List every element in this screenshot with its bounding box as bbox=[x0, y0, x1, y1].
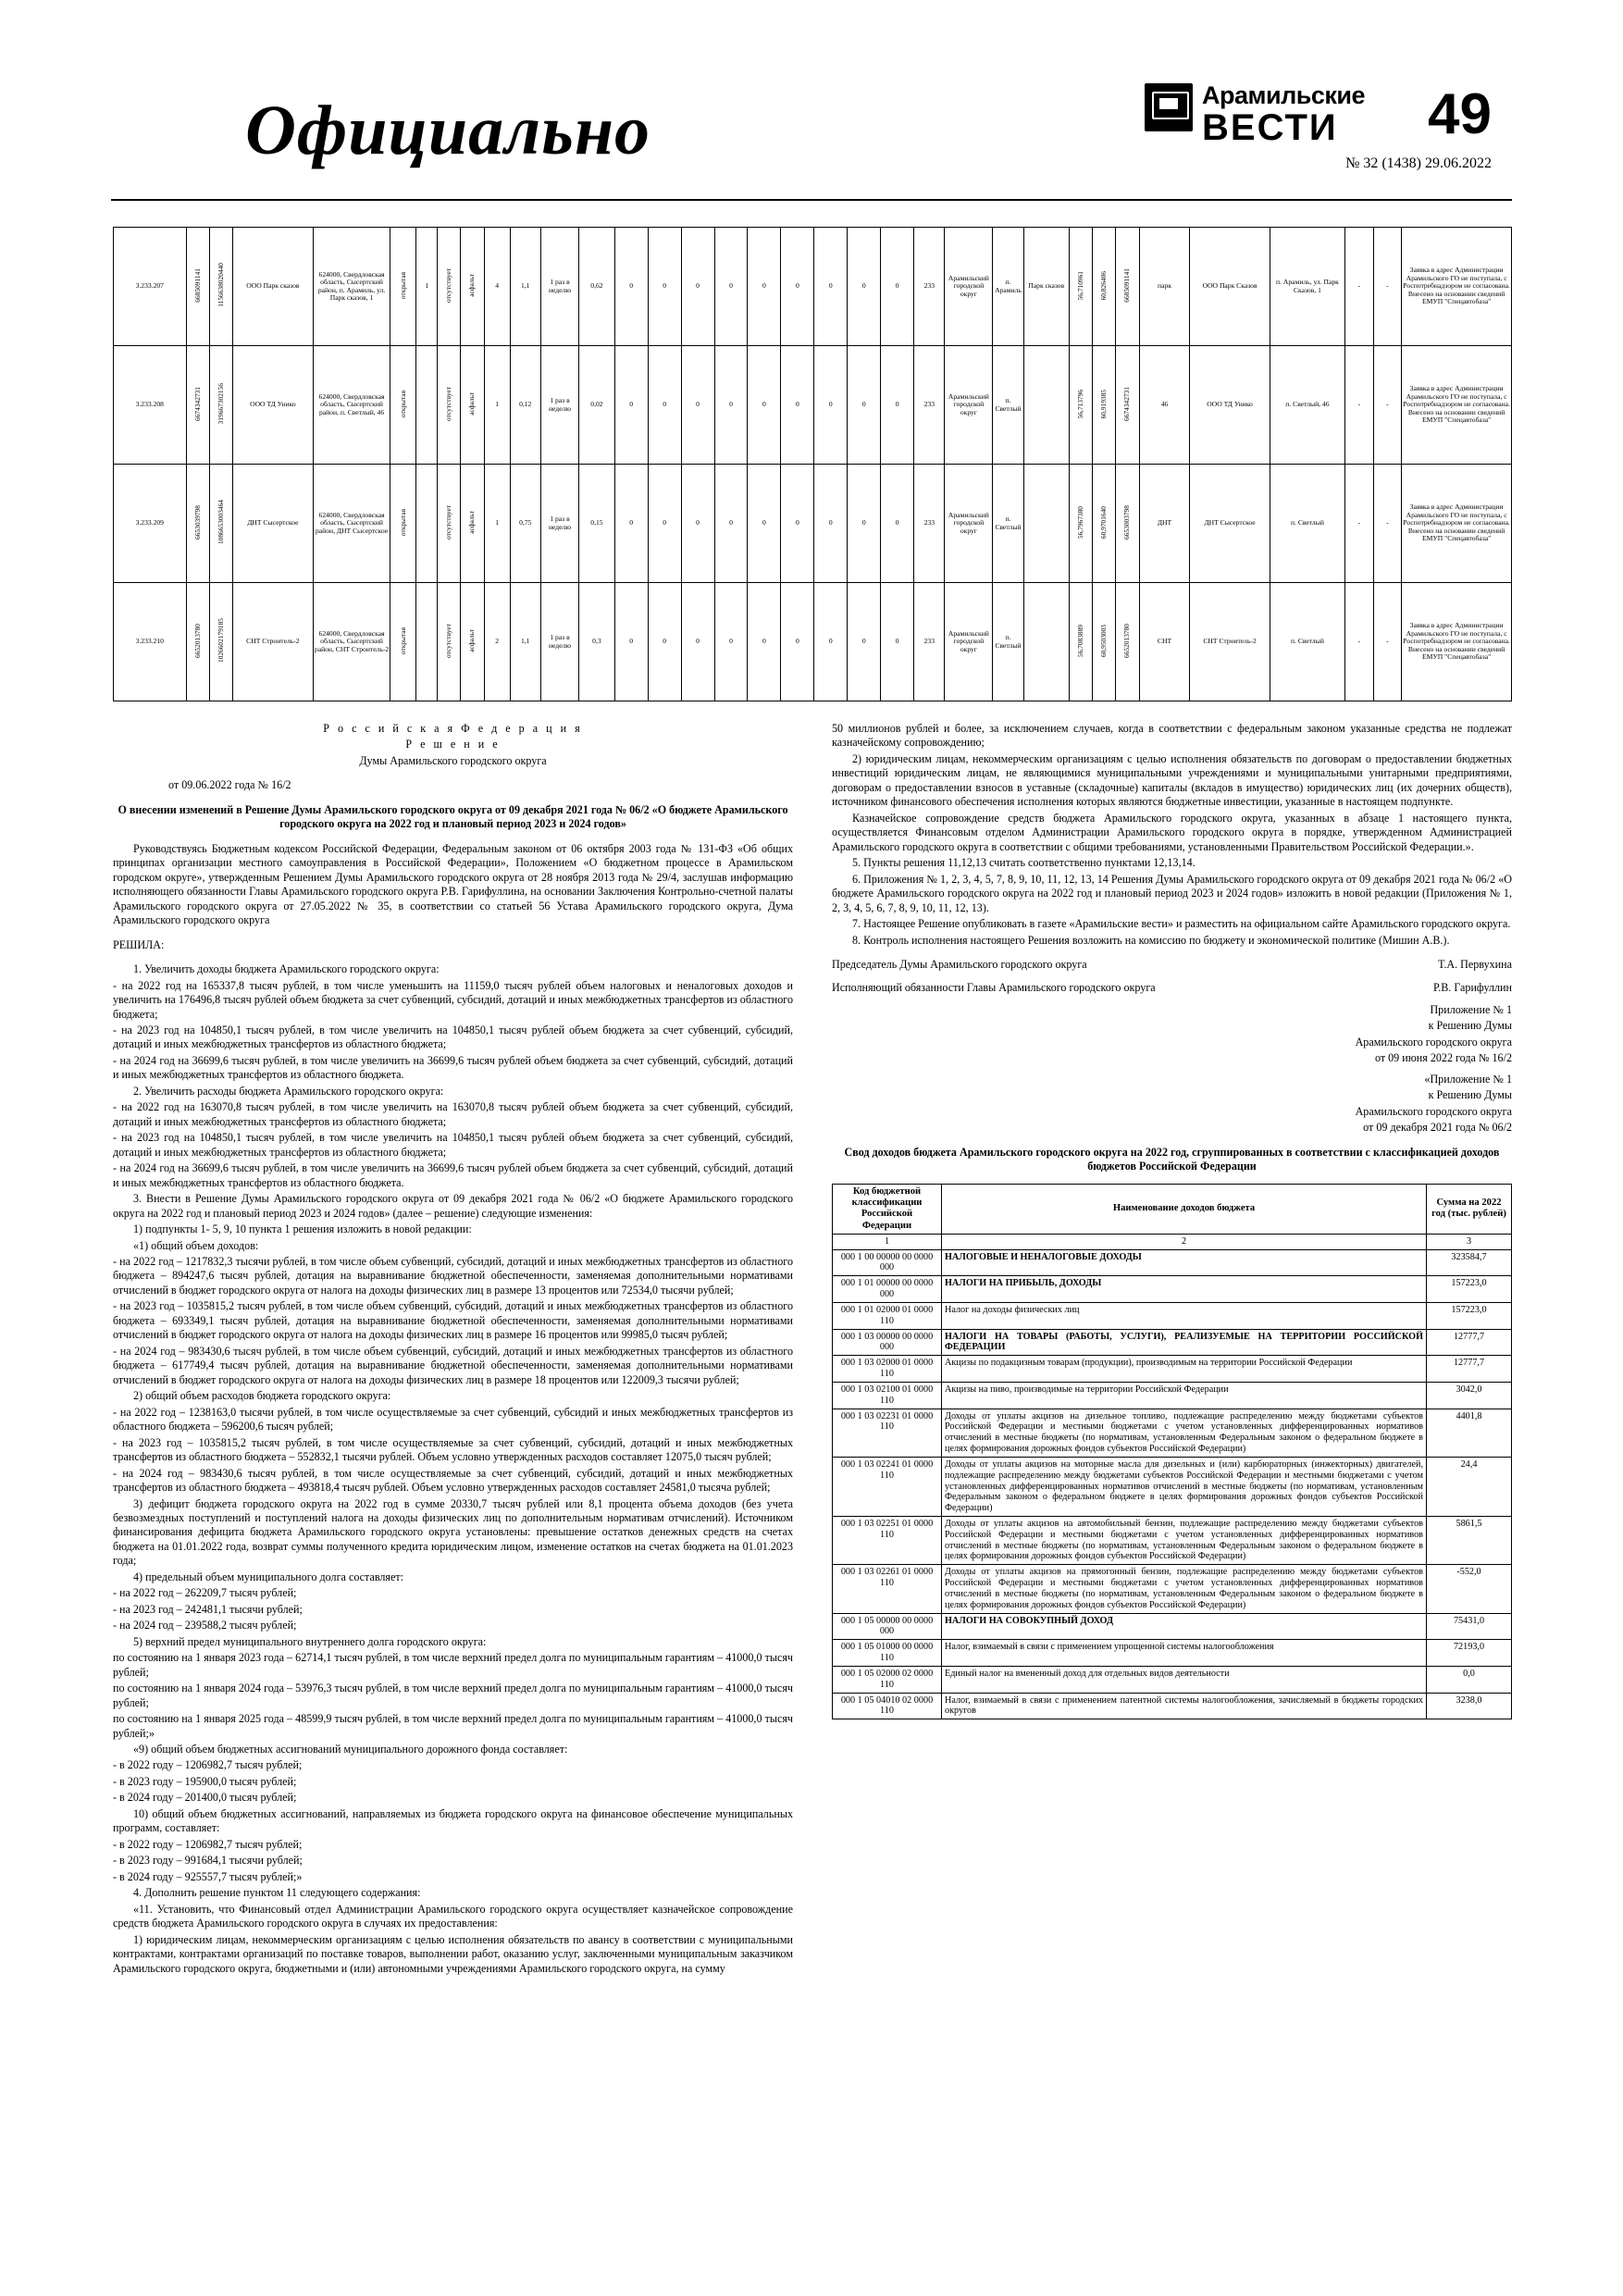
sign1-role: Председатель Думы Арамильского городского округа bbox=[832, 958, 1087, 972]
cell-c11: 0 bbox=[714, 583, 748, 701]
cell-owner-address: п. Светлый bbox=[1270, 583, 1344, 701]
table-row bbox=[114, 228, 1512, 346]
cell-inn2: 6685091141 bbox=[1116, 228, 1139, 346]
cell-c6: 1 раз в неделю bbox=[540, 583, 578, 701]
publication-logo bbox=[1145, 83, 1365, 146]
cell-inn2: 6652013780 bbox=[1116, 583, 1139, 701]
signature-block-1 bbox=[832, 958, 1512, 972]
income-row bbox=[833, 1457, 1512, 1516]
right-c3: Казначейское сопровождение средств бюджета Арамильского городского округа, указанных в абзаце 1 настоящего пункта, осуществляется Финансовым отделом Администрации Арамильского городского округа в порядке, утвержденном Администрацией Арамильского городского округа в соответствии с общими требованиями, установленными Правительством Российской Федерации.». bbox=[832, 811, 1512, 853]
crest-icon bbox=[1145, 83, 1193, 131]
cell-c9: 0 bbox=[648, 583, 681, 701]
right-c1: 50 миллионов рублей и более, за исключением случаев, когда в соответствии с федеральным законом указанные средства не подлежат казначейскому сопровождению; bbox=[832, 722, 1512, 750]
appendix-ref-1 bbox=[832, 1003, 1512, 1066]
cell-d2: - bbox=[1373, 583, 1402, 701]
cell-c10: 0 bbox=[681, 465, 714, 583]
clause-3-4a: - на 2022 год – 262209,7 тысяч рублей; bbox=[113, 1586, 297, 1600]
clause-3-4b: - на 2023 год – 242481,1 тысячи рублей; bbox=[113, 1602, 303, 1616]
income-colnum-2: 2 bbox=[942, 1234, 1427, 1249]
cell-org: ДНТ Сысертское bbox=[233, 465, 314, 583]
cell-inn: 6652013780 bbox=[186, 583, 209, 701]
cell-open: открытая bbox=[390, 583, 416, 701]
cell-object: Парк сказов bbox=[1023, 228, 1069, 346]
cell-inn: 6653039798 bbox=[186, 465, 209, 583]
income-header-code: Код бюджетной классификации Российской Федерации bbox=[833, 1184, 942, 1234]
clause-3-9b: - в 2023 году – 195900,0 тысяч рублей; bbox=[113, 1774, 297, 1788]
cell-c5: 1,1 bbox=[510, 228, 540, 346]
cell-kind: ДНТ bbox=[1139, 465, 1190, 583]
cell-c6: 1 раз в неделю bbox=[540, 465, 578, 583]
right-c2: 2) юридическим лицам, некоммерческим организациям с целью исполнения обязательств по договорам о предоставлении бюджетных инвестиций юридическим лицам, не являющимися муниципальными учреждениями и муниципальными унитарными предприятиями, договорам о предоставлении взносов в уставные (складочные) капиталы (вкладов в имущество) юридических лиц (их дочерних обществ), источником финансового обеспечения исполнения которых являются бюджетные инвестиции, указанные в настоящем подпункте. bbox=[832, 751, 1512, 809]
cell-kind: 46 bbox=[1139, 346, 1190, 465]
income-code: 000 1 05 04010 02 0000 110 bbox=[833, 1693, 942, 1719]
appendix1-line3: Арамильского городского округа bbox=[1355, 1035, 1512, 1049]
cell-d1: - bbox=[1345, 583, 1374, 701]
cell-owner-address: п. Светлый bbox=[1270, 465, 1344, 583]
cell-d1: - bbox=[1345, 465, 1374, 583]
income-code: 000 1 03 00000 00 0000 000 bbox=[833, 1329, 942, 1356]
income-row bbox=[833, 1409, 1512, 1457]
cell-c15: 0 bbox=[848, 465, 881, 583]
clause-3-1b: - на 2022 год – 1217832,3 тысячи рублей, в том числе объем субвенций, субсидий, дотаций и иных межбюджетных трансфертов из областного бюджета – 894247,6 тысяч рублей, дотация на выравнивание бюджетной обеспеченности, заменяемая дополнительными нормативами отчислений в бюджет городского округа от налога на доходы физических лиц в размере 13 процентов или 72534,0 тысячи рублей; bbox=[113, 1255, 793, 1297]
appendix1-line4: от 09 июня 2022 года № 16/2 bbox=[1374, 1051, 1512, 1065]
income-row bbox=[833, 1666, 1512, 1693]
income-code: 000 1 05 02000 02 0000 110 bbox=[833, 1666, 942, 1693]
clause-3-1a: «1) общий объем доходов: bbox=[133, 1238, 259, 1252]
cell-id: 3.233.209 bbox=[114, 465, 187, 583]
income-code: 000 1 01 02000 01 0000 110 bbox=[833, 1302, 942, 1329]
appendix2-line4: от 09 декабря 2021 года № 06/2 bbox=[1363, 1121, 1512, 1135]
cell-owner: ДНТ Сысертское bbox=[1190, 465, 1270, 583]
cell-c3: асфальт bbox=[461, 228, 484, 346]
cell-c17: 233 bbox=[914, 228, 945, 346]
cell-settlement: п. Светлый bbox=[993, 346, 1023, 465]
income-sum: 0,0 bbox=[1427, 1666, 1512, 1693]
sign2-role: Исполняющий обязанности Главы Арамильского городского округа bbox=[832, 980, 1156, 994]
signature-block-2 bbox=[832, 981, 1512, 995]
cell-org: СНТ Строитель-2 bbox=[233, 583, 314, 701]
cell-c2: отсутствует bbox=[438, 465, 461, 583]
sign1-name: Т.А. Первухина bbox=[1438, 958, 1512, 972]
cell-c6: 1 раз в неделю bbox=[540, 228, 578, 346]
logo-line-2: ВЕСТИ bbox=[1202, 107, 1338, 148]
income-row bbox=[833, 1693, 1512, 1719]
clause-3-10: 10) общий объем бюджетных ассигнований, направляемых из бюджета городского округа на финансовое обеспечение муниципальных программ, составляет: bbox=[113, 1806, 793, 1835]
decision-date: от 09.06.2022 года № 16/2 bbox=[168, 778, 291, 792]
cell-address: 624000, Свердловская область, Сысертский район, СНТ Строитель-2 bbox=[313, 583, 390, 701]
cell-lon: 60,826406 bbox=[1093, 228, 1116, 346]
cell-note: Заявка в адрес Администрации Арамильского ГО не поступала, с Роспотребнадзором не согласована. Внесено на основании сведений ЕМУП "Спецавтобаза" bbox=[1402, 583, 1512, 701]
income-name: Налог на доходы физических лиц bbox=[942, 1302, 1427, 1329]
decision-title: О внесении изменений в Решение Думы Арамильского городского округа от 09 декабря 2021 года № 06/2 «О бюджете Арамильского городского округа на 2022 год и плановый период 2023 и 2024 годов» bbox=[118, 802, 788, 831]
cell-c13: 0 bbox=[781, 583, 814, 701]
income-code: 000 1 01 00000 00 0000 000 bbox=[833, 1276, 942, 1303]
cell-c5: 0,12 bbox=[510, 346, 540, 465]
cell-c14: 0 bbox=[814, 465, 848, 583]
clause-3-5b: по состоянию на 1 января 2024 года – 53976,3 тысяч рублей, в том числе верхний предел долга по муниципальным гарантиям – 41000,0 тысяч рублей; bbox=[113, 1682, 793, 1709]
cell-c16: 0 bbox=[881, 228, 914, 346]
cell-settlement: п. Арамиль bbox=[993, 228, 1023, 346]
clause-3-1: 1) подпункты 1- 5, 9, 10 пункта 1 решения изложить в новой редакции: bbox=[133, 1222, 472, 1236]
cell-c17: 233 bbox=[914, 346, 945, 465]
clause-3-4c: - на 2024 год – 239588,2 тысяч рублей; bbox=[113, 1619, 297, 1632]
page-number: 49 bbox=[1428, 82, 1492, 146]
cell-c4: 1 bbox=[484, 465, 510, 583]
income-name: НАЛОГИ НА СОВОКУПНЫЙ ДОХОД bbox=[942, 1613, 1427, 1640]
cell-c10: 0 bbox=[681, 583, 714, 701]
clause-4b: 1) юридическим лицам, некоммерческим организациям с целью исполнения обязательств по авансу в соответствии с муниципальными контрактами, контрактами организаций по поставке товаров, выполнении работ, оказанию услуг, заключенными муниципальным заказчиком Арамильского городского округа, бюджетными и (или) автономными учреждениями Арамильского городского округа, на сумму bbox=[113, 1932, 793, 1975]
clause-3-10a: - в 2022 году – 1206982,7 тысяч рублей; bbox=[113, 1837, 303, 1851]
income-table-title: Свод доходов бюджета Арамильского городского округа на 2022 год, сгруппированных в соответствии с классификацией доходов бюджетов Российской Федерации bbox=[844, 1145, 1500, 1173]
cell-c1 bbox=[416, 583, 438, 701]
appendix2-line1: «Приложение № 1 bbox=[1424, 1072, 1512, 1086]
cell-note: Заявка в адрес Администрации Арамильского ГО не поступала, с Роспотребнадзором не согласована. Внесено на основании сведений ЕМУП "Спецавтобаза" bbox=[1402, 228, 1512, 346]
decision-heading: Р е ш е н и е bbox=[405, 738, 501, 751]
clause-4a: «11. Установить, что Финансовый отдел Администрации Арамильского городского округа осуществляет казначейское сопровождение средств бюджета Арамильского городского округа в случаях их предоставления: bbox=[113, 1902, 793, 1930]
appendix2-line2: к Решению Думы bbox=[1428, 1088, 1512, 1102]
income-name: НАЛОГИ НА ТОВАРЫ (РАБОТЫ, УСЛУГИ), РЕАЛИЗУЕМЫЕ НА ТЕРРИТОРИИ РОССИЙСКОЙ ФЕДЕРАЦИИ bbox=[942, 1329, 1427, 1356]
cell-c9: 0 bbox=[648, 228, 681, 346]
cell-c8: 0 bbox=[614, 228, 648, 346]
cell-c8: 0 bbox=[614, 583, 648, 701]
income-sum: 72193,0 bbox=[1427, 1640, 1512, 1667]
income-row bbox=[833, 1565, 1512, 1613]
cell-inn2: 6653003798 bbox=[1116, 465, 1139, 583]
appendix-ref-2 bbox=[832, 1073, 1512, 1136]
cell-c16: 0 bbox=[881, 346, 914, 465]
table-row bbox=[114, 583, 1512, 701]
cell-c3: асфальт bbox=[461, 583, 484, 701]
cell-owner: СНТ Строитель-2 bbox=[1190, 583, 1270, 701]
cell-c15: 0 bbox=[848, 583, 881, 701]
right-c4: 5. Пункты решения 11,12,13 считать соответственно пунктами 12,13,14. bbox=[852, 856, 1196, 870]
clause-3-2b: - на 2023 год – 1035815,2 тысяч рублей, в том числе осуществляемые за счет субвенций, субсидий, дотаций и иных межбюджетных трансфертов из областного бюджета – 552832,1 тысячи рублей. Объем условно утвержденных расходов составляет 12075,0 тысяч рублей; bbox=[113, 1435, 793, 1464]
clause-1c: - на 2024 год на 36699,6 тысяч рублей, в том числе увеличить на 36699,6 тысяч рублей объем бюджета за счет субвенций, субсидий, дотаций и иных межбюджетных трансфертов из областного бюджета. bbox=[113, 1053, 793, 1082]
cell-territory: Арамильский городской округ bbox=[945, 228, 993, 346]
right-c6: 7. Настоящее Решение опубликовать в газете «Арамильские вести» и разместить на официальном сайте Арамильского городского округа. bbox=[852, 917, 1511, 931]
clause-1a: - на 2022 год на 165337,8 тысяч рублей, в том числе уменьшить на 11159,0 тысяч рублей объем налоговых и неналоговых доходов и увеличить на 176496,8 тысяч рублей объем бюджета за счет субвенций, субсидий, дотаций и иных межбюджетных трансфертов из областного бюджета; bbox=[113, 978, 793, 1021]
cell-lat: 56,7967380 bbox=[1069, 465, 1092, 583]
cell-c7: 0,02 bbox=[579, 346, 615, 465]
clause-3-1d: - на 2024 год – 983430,6 тысяч рублей, в том числе объем субвенций, субсидий, дотаций и иных межбюджетных трансфертов из областного бюджета – 617749,4 тысяч рублей, дотация на выравнивание бюджетной обеспеченности, заменяемая дополнительными нормативами отчислений в бюджет городского округа от налога на доходы физических лиц в размере 18 процентов или 122009,3 тысячи рублей; bbox=[113, 1344, 793, 1386]
cell-c7: 0,15 bbox=[579, 465, 615, 583]
cell-owner-address: п. Светлый, 46 bbox=[1270, 346, 1344, 465]
income-name: НАЛОГИ НА ПРИБЫЛЬ, ДОХОДЫ bbox=[942, 1276, 1427, 1303]
cell-settlement: п. Светлый bbox=[993, 465, 1023, 583]
income-code: 000 1 03 02231 01 0000 110 bbox=[833, 1409, 942, 1457]
cell-address: 624000, Свердловская область, Сысертский район, ДНТ Сысертское bbox=[313, 465, 390, 583]
income-colnum-1: 1 bbox=[833, 1234, 942, 1249]
cell-c15: 0 bbox=[848, 228, 881, 346]
cell-territory: Арамильский городской округ bbox=[945, 583, 993, 701]
cell-c5: 0,75 bbox=[510, 465, 540, 583]
cell-ogrn: 1156638020440 bbox=[209, 228, 232, 346]
income-sum: 75431,0 bbox=[1427, 1613, 1512, 1640]
cell-c5: 1,1 bbox=[510, 583, 540, 701]
income-name: Налог, взимаемый в связи с применением патентной системы налогообложения, зачисляемый в бюджеты городских округов bbox=[942, 1693, 1427, 1719]
clause-3-5: 5) верхний предел муниципального внутреннего долга городского округа: bbox=[133, 1634, 487, 1648]
logo-line-1: Арамильские bbox=[1202, 81, 1365, 109]
cell-address: 624000, Свердловская область, Сысертский район, п. Светлый, 46 bbox=[313, 346, 390, 465]
cell-c13: 0 bbox=[781, 228, 814, 346]
income-row bbox=[833, 1382, 1512, 1409]
clause-2: 2. Увеличить расходы бюджета Арамильского городского округа: bbox=[133, 1084, 444, 1098]
cell-c10: 0 bbox=[681, 228, 714, 346]
cell-c4: 4 bbox=[484, 228, 510, 346]
income-header-sum: Сумма на 2022 год (тыс. рублей) bbox=[1427, 1184, 1512, 1234]
appendix2-line3: Арамильского городского округа bbox=[1355, 1104, 1512, 1118]
clause-3-9: «9) общий объем бюджетных ассигнований муниципального дорожного фонда составляет: bbox=[133, 1743, 568, 1756]
cell-owner: ООО ТД Унико bbox=[1190, 346, 1270, 465]
cell-kind: СНТ bbox=[1139, 583, 1190, 701]
cell-d2: - bbox=[1373, 346, 1402, 465]
income-colnum-3: 3 bbox=[1427, 1234, 1512, 1249]
issue-info: № 32 (1438) 29.06.2022 bbox=[1345, 155, 1492, 171]
federation-heading: Р о с с и й с к а я Ф е д е р а ц и я bbox=[323, 722, 583, 735]
cell-c14: 0 bbox=[814, 228, 848, 346]
income-name: Доходы от уплаты акцизов на моторные масла для дизельных и (или) карбюраторных (инжекторных) двигателей, подлежащие распределению между бюджетами субъектов Российской Федерации и местными бюджетами с учетом установленных дифференцированных нормативов отчислений в местные бюджеты (по нормативам, установленным Федеральным законом о федеральном бюджете в целях формирования дорожных фондов субъектов Российской Федерации) bbox=[942, 1457, 1427, 1516]
income-row bbox=[833, 1302, 1512, 1329]
cell-id: 3.233.207 bbox=[114, 228, 187, 346]
income-row bbox=[833, 1329, 1512, 1356]
income-name: Единый налог на вмененный доход для отдельных видов деятельности bbox=[942, 1666, 1427, 1693]
cell-c1 bbox=[416, 465, 438, 583]
duma-heading: Думы Арамильского городского округа bbox=[359, 753, 547, 767]
income-row bbox=[833, 1640, 1512, 1667]
cell-id: 3.233.208 bbox=[114, 346, 187, 465]
cell-c2: отсутствует bbox=[438, 346, 461, 465]
cell-c8: 0 bbox=[614, 465, 648, 583]
income-name: Доходы от уплаты акцизов на прямогонный бензин, подлежащие распределению между бюджетами субъектов Российской Федерации и местными бюджетами с учетом установленных дифференцированных нормативов отчислений в местные бюджеты (по нормативам, установленным Федеральным законом о федеральном бюджете в целях формирования дорожных фондов субъектов Российской Федерации) bbox=[942, 1565, 1427, 1613]
cell-c11: 0 bbox=[714, 228, 748, 346]
income-row bbox=[833, 1356, 1512, 1383]
income-code: 000 1 03 02100 01 0000 110 bbox=[833, 1382, 942, 1409]
income-name: НАЛОГОВЫЕ И НЕНАЛОГОВЫЕ ДОХОДЫ bbox=[942, 1249, 1427, 1276]
cell-lon: 60,9503003 bbox=[1093, 583, 1116, 701]
cell-c16: 0 bbox=[881, 465, 914, 583]
cell-d1: - bbox=[1345, 346, 1374, 465]
cell-lat: 56,710961 bbox=[1069, 228, 1092, 346]
clause-3-5c: по состоянию на 1 января 2025 года – 48599,9 тысяч рублей, в том числе верхний предел долга по муниципальным гарантиям – 41000,0 тысяч рублей;» bbox=[113, 1712, 793, 1740]
cell-territory: Арамильский городской округ bbox=[945, 346, 993, 465]
clause-1: 1. Увеличить доходы бюджета Арамильского городского округа: bbox=[133, 962, 440, 976]
income-code: 000 1 00 00000 00 0000 000 bbox=[833, 1249, 942, 1276]
cell-c9: 0 bbox=[648, 465, 681, 583]
cell-territory: Арамильский городской округ bbox=[945, 465, 993, 583]
cell-org: ООО Парк сказов bbox=[233, 228, 314, 346]
cell-c11: 0 bbox=[714, 346, 748, 465]
income-name: Налог, взимаемый в связи с применением упрощенной системы налогообложения bbox=[942, 1640, 1427, 1667]
cell-owner-address: п. Арамиль, ул. Парк Сказов, 1 bbox=[1270, 228, 1344, 346]
cell-c4: 2 bbox=[484, 583, 510, 701]
cell-note: Заявка в адрес Администрации Арамильского ГО не поступала, с Роспотребнадзором не согласована. Внесено на основании сведений ЕМУП "Спецавтобаза" bbox=[1402, 346, 1512, 465]
cell-kind: парк bbox=[1139, 228, 1190, 346]
cell-lat: 56,7083889 bbox=[1069, 583, 1092, 701]
clause-2a: - на 2022 год на 163070,8 тысяч рублей, в том числе увеличить на 163070,8 тысяч рублей объем бюджета за счет субвенций, субсидий, дотаций и иных межбюджетных трансфертов из областного бюджета; bbox=[113, 1100, 793, 1128]
cell-c16: 0 bbox=[881, 583, 914, 701]
clause-3-1c: - на 2023 год – 1035815,2 тысяч рублей, в том числе объем субвенций, субсидий, дотаций и иных межбюджетных трансфертов из областного бюджета – 693349,1 тысяч рублей, дотация на выравнивание бюджетной обеспеченности, заменяемая дополнительными нормативами отчислений в бюджет городского округа от налога на доходы физических лиц в размере 16 процентов или 99985,0 тысяч рублей; bbox=[113, 1299, 793, 1342]
masthead bbox=[111, 83, 1518, 185]
reshila-label: РЕШИЛА: bbox=[113, 937, 165, 951]
clause-3-3: 3) дефицит бюджета городского округа на 2022 год в сумме 20330,7 тысяч рублей или 8,1 процента объема доходов (без учета безвозмездных поступлений и поступлений налога на доходы физических лиц по дополнительным нормативам отчислений). Источником финансирования дефицита бюджета Арамильского городского округа установлены: превышение остатков денежных средств на счетах бюджета на 01.01.2022 года, возврат суммы полученного кредита юридическим лицом, изменение остатков на счетах бюджета на 01.01.2023 года; bbox=[113, 1496, 793, 1568]
cell-inn2: 6674342731 bbox=[1116, 346, 1139, 465]
cell-c14: 0 bbox=[814, 346, 848, 465]
cell-lon: 60,9701640 bbox=[1093, 465, 1116, 583]
cell-c3: асфальт bbox=[461, 346, 484, 465]
cell-c2: отсутствует bbox=[438, 583, 461, 701]
cell-c13: 0 bbox=[781, 465, 814, 583]
cell-c4: 1 bbox=[484, 346, 510, 465]
income-sum: 157223,0 bbox=[1427, 1302, 1512, 1329]
cell-c1: 1 bbox=[416, 228, 438, 346]
table-row bbox=[114, 465, 1512, 583]
cell-object bbox=[1023, 465, 1069, 583]
cell-address: 624000, Свердловская область, Сысертский район, п. Арамиль, ул. Парк сказов, 1 bbox=[313, 228, 390, 346]
appendix1-line1: Приложение № 1 bbox=[1430, 1002, 1512, 1016]
income-sum: 24,4 bbox=[1427, 1457, 1512, 1516]
clause-1b: - на 2023 год на 104850,1 тысяч рублей, в том числе увеличить на 104850,1 тысяч рублей объем бюджета за счет субвенций, субсидий, дотаций и иных межбюджетных трансфертов из областного бюджета; bbox=[113, 1023, 793, 1051]
income-code: 000 1 03 02000 01 0000 110 bbox=[833, 1356, 942, 1383]
income-row bbox=[833, 1276, 1512, 1303]
clause-2c: - на 2024 год на 36699,6 тысяч рублей, в том числе увеличить на 36699,6 тысяч рублей объем бюджета за счет субвенций, субсидий, дотаций и иных межбюджетных трансфертов из областного бюджета. bbox=[113, 1161, 793, 1189]
clause-3-2a: - на 2022 год – 1238163,0 тысячи рублей, в том числе осуществляемые за счет субвенций, субсидий и иных межбюджетных трансфертов из областного бюджета – 596200,6 тысяч рублей; bbox=[113, 1405, 793, 1433]
cell-open: открытая bbox=[390, 346, 416, 465]
cell-ogrn: 1026602179185 bbox=[209, 583, 232, 701]
cell-c9: 0 bbox=[648, 346, 681, 465]
cell-note: Заявка в адрес Администрации Арамильского ГО не поступала, с Роспотребнадзором не согласована. Внесено на основании сведений ЕМУП "Спецавтобаза" bbox=[1402, 465, 1512, 583]
cell-id: 3.233.210 bbox=[114, 583, 187, 701]
waste-sites-table bbox=[113, 227, 1512, 701]
cell-inn: 6674342731 bbox=[186, 346, 209, 465]
cell-c12: 0 bbox=[748, 228, 781, 346]
cell-c7: 0,3 bbox=[579, 583, 615, 701]
cell-c2: отсутствует bbox=[438, 228, 461, 346]
right-column bbox=[832, 722, 1512, 1719]
income-table bbox=[832, 1184, 1512, 1720]
cell-object bbox=[1023, 583, 1069, 701]
right-c7: 8. Контроль исполнения настоящего Решения возложить на комиссию по бюджету и экономической политике (Мишин А.В.). bbox=[852, 933, 1450, 947]
cell-inn: 6685091141 bbox=[186, 228, 209, 346]
header-divider bbox=[111, 199, 1512, 201]
cell-c17: 233 bbox=[914, 465, 945, 583]
income-name: Акцизы на пиво, производимые на территории Российской Федерации bbox=[942, 1382, 1427, 1409]
clause-2b: - на 2023 год на 104850,1 тысяч рублей, в том числе увеличить на 104850,1 тысяч рублей объем бюджета за счет субвенций, субсидий, дотаций и иных межбюджетных трансфертов из областного бюджета; bbox=[113, 1131, 793, 1159]
cell-org: ООО ТД Унико bbox=[233, 346, 314, 465]
clause-3-5a: по состоянию на 1 января 2023 года – 62714,1 тысяч рублей, в том числе верхний предел долга по муниципальным гарантиям – 41000,0 тысяч рублей; bbox=[113, 1651, 793, 1679]
income-code: 000 1 05 01000 00 0000 110 bbox=[833, 1640, 942, 1667]
page-title: Официально bbox=[245, 92, 651, 169]
cell-lon: 60,919385 bbox=[1093, 346, 1116, 465]
cell-lat: 56,713796 bbox=[1069, 346, 1092, 465]
income-code: 000 1 05 00000 00 0000 000 bbox=[833, 1613, 942, 1640]
cell-settlement: п. Светлый bbox=[993, 583, 1023, 701]
income-sum: 4401,8 bbox=[1427, 1409, 1512, 1457]
table-row bbox=[114, 346, 1512, 465]
cell-c10: 0 bbox=[681, 346, 714, 465]
income-header-name: Наименование доходов бюджета bbox=[942, 1184, 1427, 1234]
income-sum: 323584,7 bbox=[1427, 1249, 1512, 1276]
income-sum: 3238,0 bbox=[1427, 1693, 1512, 1719]
cell-ogrn: 1086653003464 bbox=[209, 465, 232, 583]
cell-d1: - bbox=[1345, 228, 1374, 346]
clause-3-2c: - на 2024 год – 983430,6 тысяч рублей, в том числе осуществляемые за счет субвенций, субсидий, дотаций и иных межбюджетных трансфертов из областного бюджета – 493818,4 тысяч рублей. Объем условно утвержденных расходов составляет 24581,0 тысяча рублей; bbox=[113, 1466, 793, 1495]
left-column bbox=[113, 722, 793, 1978]
income-name: Акцизы по подакцизным товарам (продукции), производимым на территории Российской Федерации bbox=[942, 1356, 1427, 1383]
cell-open: открытая bbox=[390, 465, 416, 583]
income-sum: 12777,7 bbox=[1427, 1329, 1512, 1356]
cell-open: открытая bbox=[390, 228, 416, 346]
cell-owner: ООО Парк Сказов bbox=[1190, 228, 1270, 346]
income-name: Доходы от уплаты акцизов на автомобильный бензин, подлежащие распределению между бюджетами субъектов Российской Федерации и местными бюджетами с учетом установленных дифференцированных нормативов отчислений в местные бюджеты (по нормативам, установленным Федеральным законом о федеральном бюджете в целях формирования дорожных фондов субъектов Российской Федерации) bbox=[942, 1517, 1427, 1565]
clause-3-4: 4) предельный объем муниципального долга составляет: bbox=[133, 1570, 403, 1583]
cell-c13: 0 bbox=[781, 346, 814, 465]
income-code: 000 1 03 02261 01 0000 110 bbox=[833, 1565, 942, 1613]
income-row bbox=[833, 1249, 1512, 1276]
cell-object bbox=[1023, 346, 1069, 465]
clause-3-9a: - в 2022 году – 1206982,7 тысяч рублей; bbox=[113, 1758, 303, 1772]
cell-d2: - bbox=[1373, 465, 1402, 583]
cell-c3: асфальт bbox=[461, 465, 484, 583]
cell-c12: 0 bbox=[748, 583, 781, 701]
income-row bbox=[833, 1613, 1512, 1640]
cell-c1 bbox=[416, 346, 438, 465]
preamble: Руководствуясь Бюджетным кодексом Российской Федерации, Федеральным законом от 06 октября 2003 года № 131-ФЗ «Об общих принципах организации местного самоуправления в Российской Федерации», Положением «О бюджетном процессе в Арамильском городском округе», утвержденным Решением Думы Арамильского городского округа от 28 ноября 2013 года № 29/4, заслушав информацию исполняющего обязанности Главы Арамильского городского округа Р.В. Гарифуллина, на основании Заключения Контрольно-счетной палаты Арамильского городского округа от 27.05.2022 № 35, в соответствии со статьей 56 Устава Арамильского городского округа, Дума Арамильского городского округа bbox=[113, 841, 793, 927]
cell-d2: - bbox=[1373, 228, 1402, 346]
clause-3-9c: - в 2024 году – 201400,0 тысяч рублей; bbox=[113, 1791, 297, 1805]
cell-c14: 0 bbox=[814, 583, 848, 701]
cell-c17: 233 bbox=[914, 583, 945, 701]
income-sum: 157223,0 bbox=[1427, 1276, 1512, 1303]
clause-4: 4. Дополнить решение пунктом 11 следующего содержания: bbox=[133, 1886, 421, 1900]
income-sum: 12777,7 bbox=[1427, 1356, 1512, 1383]
cell-ogrn: 319667302156 bbox=[209, 346, 232, 465]
income-sum: -552,0 bbox=[1427, 1565, 1512, 1613]
income-code: 000 1 03 02251 01 0000 110 bbox=[833, 1517, 942, 1565]
cell-c7: 0,62 bbox=[579, 228, 615, 346]
clause-3-10b: - в 2023 году – 991684,1 тысячи рублей; bbox=[113, 1854, 303, 1868]
income-row bbox=[833, 1517, 1512, 1565]
appendix1-line2: к Решению Думы bbox=[1428, 1019, 1512, 1033]
income-name: Доходы от уплаты акцизов на дизельное топливо, подлежащие распределению между бюджетами субъектов Российской Федерации и местными бюджетами с учетом установленных дифференцированных нормативов отчислений в местные бюджеты (по нормативам, установленным Федеральным законом о федеральном бюджете в целях формирования дорожных фондов субъектов Российской Федерации) bbox=[942, 1409, 1427, 1457]
cell-c12: 0 bbox=[748, 346, 781, 465]
right-c5: 6. Приложения № 1, 2, 3, 4, 5, 7, 8, 9, 10, 11, 12, 13, 14 Решения Думы Арамильского городского округа от 09 декабря 2021 года № 06/2 «О бюджете Арамильского городского округа на 2022 год и плановый период 2023 и 2024 годов» изложить в новой редакции (Приложения № 1, 2, 3, 4, 5, 6, 7, 8, 9, 10, 11, 12, 13). bbox=[832, 872, 1512, 914]
cell-c6: 1 раз в неделю bbox=[540, 346, 578, 465]
clause-3-2: 2) общий объем расходов бюджета городского округа: bbox=[133, 1389, 391, 1403]
income-sum: 3042,0 bbox=[1427, 1382, 1512, 1409]
cell-c12: 0 bbox=[748, 465, 781, 583]
cell-c15: 0 bbox=[848, 346, 881, 465]
cell-c11: 0 bbox=[714, 465, 748, 583]
income-sum: 5861,5 bbox=[1427, 1517, 1512, 1565]
cell-c8: 0 bbox=[614, 346, 648, 465]
clause-3: 3. Внести в Решение Думы Арамильского городского округа от 09 декабря 2021 года № 06/2 «О бюджете Арамильского городского округа на 2022 год и плановый период 2023 и 2024 годов» (далее – решение) следующие изменения: bbox=[113, 1192, 793, 1220]
sign2-name: Р.В. Гарифуллин bbox=[1433, 980, 1512, 994]
clause-3-10c: - в 2024 году – 925557,7 тысяч рублей;» bbox=[113, 1869, 303, 1883]
income-code: 000 1 03 02241 01 0000 110 bbox=[833, 1457, 942, 1516]
